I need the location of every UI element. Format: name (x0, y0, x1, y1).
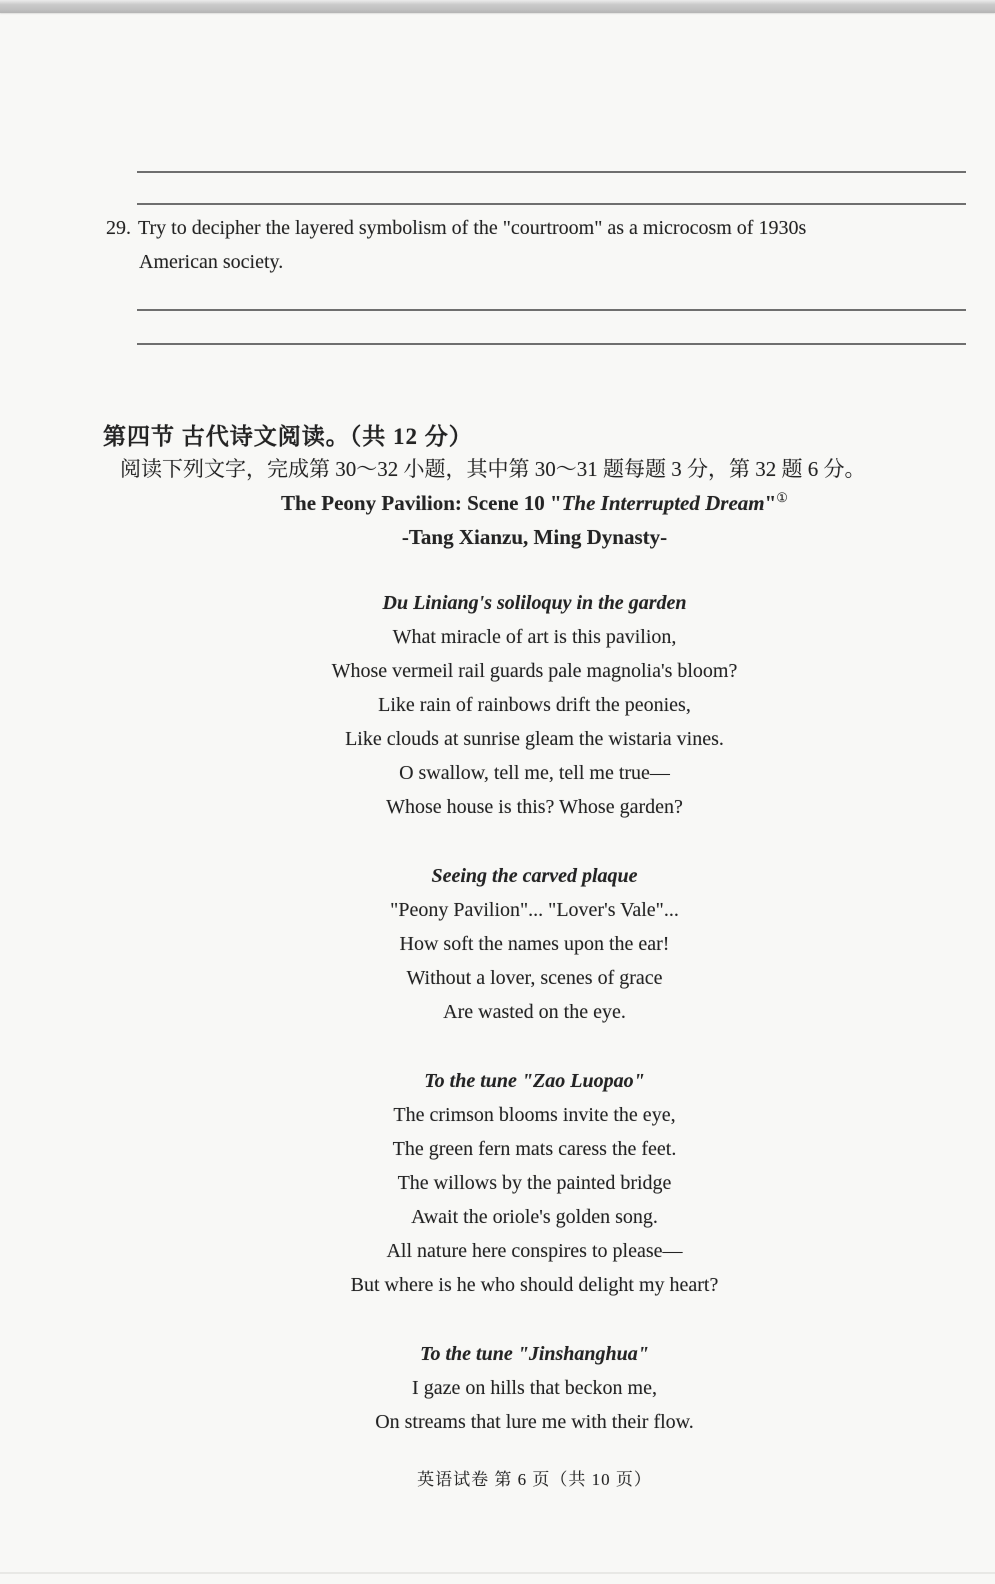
poem-line: But where is he who should delight my heart? (350, 1274, 719, 1296)
question-text-line-2: American society. (139, 251, 284, 273)
stanza-header: Du Liniang's soliloquy in the garden (382, 592, 687, 614)
answer-blank-line (137, 343, 966, 345)
poem-line: Without a lover, scenes of grace (406, 967, 663, 989)
poem-line: On streams that lure me with their flow. (375, 1411, 694, 1433)
poem-line: Are wasted on the eye. (443, 1001, 626, 1023)
poem-line: Whose vermeil rail guards pale magnolia's bloom? (331, 660, 738, 682)
window-top-bar (0, 0, 995, 13)
poem-line: "Peony Pavilion"... "Lover's Vale"... (390, 899, 679, 921)
poem-line: The green fern mats caress the feet. (392, 1138, 677, 1160)
poem-line: The crimson blooms invite the eye, (393, 1104, 676, 1126)
poem-column (103, 486, 966, 1493)
question-text: Try to decipher the layered symbolism of the "courtroom" as a microcosm of 1930s (138, 217, 807, 239)
poem-title (103, 486, 966, 520)
stanza-header: Seeing the carved plaque (431, 865, 638, 887)
poem-title-emphasis: The Interrupted Dream (561, 491, 765, 515)
answer-blank-line (137, 203, 966, 205)
poem-line: Like clouds at sunrise gleam the wistaria vines. (345, 728, 724, 750)
section-header: 第四节 古代诗文阅读。（共 12 分） (103, 424, 473, 449)
poem-line: All nature here conspires to please— (386, 1240, 683, 1262)
section-instructions: 阅读下列文字，完成第 30～32 小题，其中第 30～31 题每题 3 分，第 32 题 6 分。 (120, 457, 866, 481)
poem-line: O swallow, tell me, tell me true— (399, 762, 670, 784)
question-text-line-1 (106, 211, 946, 245)
stanza-header: To the tune "Jinshanghua" (420, 1343, 649, 1365)
footnote-marker: ① (776, 490, 788, 505)
question-number: 29. (106, 217, 131, 239)
poem-title-suffix: " (764, 491, 777, 515)
poem-author: -Tang Xianzu, Ming Dynasty- (401, 525, 668, 549)
poem-line: I gaze on hills that beckon me, (412, 1377, 657, 1399)
poem-stanza (103, 859, 966, 1029)
page-footer: 英语试卷 第 6 页（共 10 页） (417, 1470, 652, 1489)
poem-line: Like rain of rainbows drift the peonies, (378, 694, 691, 716)
poem-line: Await the oriole's golden song. (411, 1206, 658, 1228)
answer-blank-line (137, 309, 966, 311)
poem-stanza (103, 586, 966, 824)
poem-line: What miracle of art is this pavilion, (392, 626, 677, 648)
poem-line: The willows by the painted bridge (397, 1172, 672, 1194)
page-bottom-edge (0, 1572, 995, 1574)
poem-stanza (103, 1337, 966, 1439)
poem-title-prefix: The Peony Pavilion: Scene 10 " (281, 491, 562, 515)
poem-line: How soft the names upon the ear! (399, 933, 670, 955)
poem-line: Whose house is this? Whose garden? (386, 796, 683, 818)
answer-blank-line (137, 171, 966, 173)
poem-stanza (103, 1064, 966, 1302)
stanza-header: To the tune "Zao Luopao" (424, 1070, 645, 1092)
question-29 (106, 211, 946, 279)
